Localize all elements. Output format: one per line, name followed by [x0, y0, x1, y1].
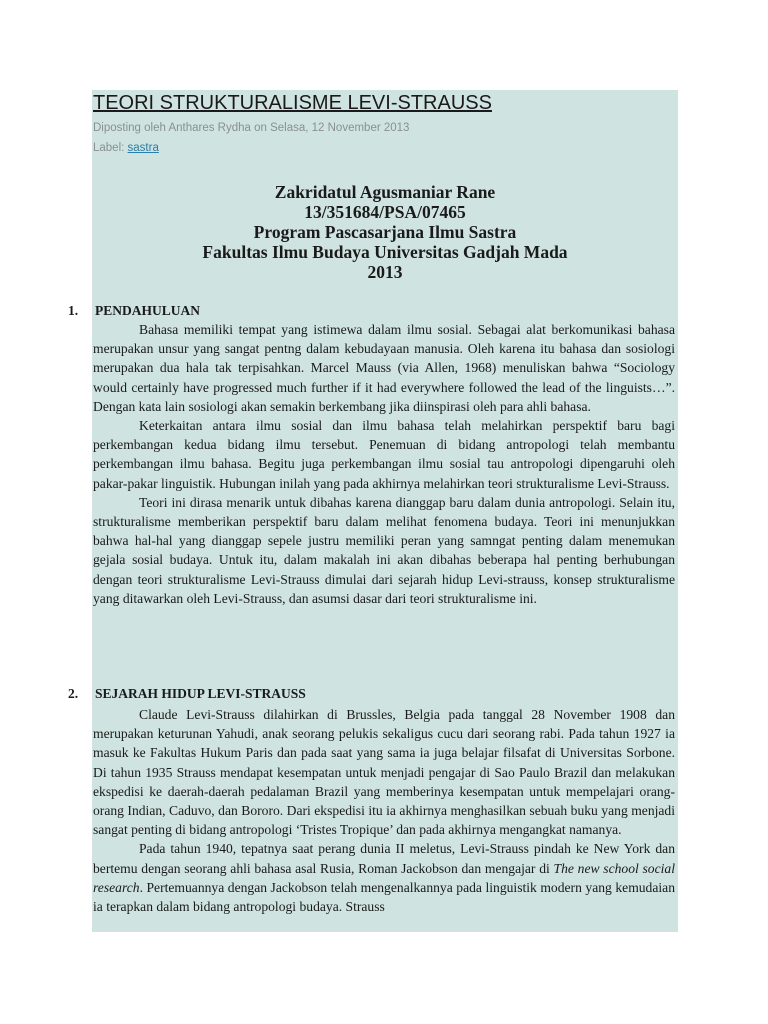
italic-title: The new school social research — [93, 860, 675, 895]
program-name: Program Pascasarjana Ilmu Sastra — [253, 222, 517, 242]
section-number: 2. — [68, 686, 79, 701]
paragraph — [93, 839, 675, 916]
section-heading-sejarah — [68, 686, 306, 702]
student-id: 13/351684/PSA/07465 — [304, 202, 466, 222]
paragraph: Keterkaitan antara ilmu sosial dan ilmu bahasa telah melahirkan perspektif baru bagi perkembangan kedua bidang ilmu tersebut. Penemuan di bidang antropologi telah membantu perkembangan ilmu bahasa. Begitu juga perkembangan ilmu sosial tau antropologi dipengaruhi oleh pakar-pakar linguistik. Hubungan inilah yang pada akhirnya melahirkan teori strukturalisme Levi-Strauss. — [93, 418, 675, 491]
section-title: SEJARAH HIDUP LEVI-STRAUSS — [95, 686, 306, 701]
paragraph: Teori ini dirasa menarik untuk dibahas karena dianggap baru dalam dunia antropologi. Selain itu, strukturalisme memberikan perspektif baru dalam melihat fenomena budaya. Teori ini menunjukkan bahwa hal-hal yang dianggap sepele justru memiliki peran yang samngat penting dalam menemukan gejala sosial budaya. Untuk itu, dalam makalah ini akan dibahas beberapa hal penting berhubungan dengan teori strukturalisme Levi-Strauss dimulai dari sejarah hidup Levi-strauss, konsep strukturalisme yang ditawarkan oleh Levi-Strauss, dan asumsi dasar dari teori strukturalisme ini. — [93, 494, 675, 606]
post-label-row — [93, 142, 159, 154]
paragraph-text: . Pertemuannya dengan Jackobson telah mengenalkannya pada linguistik modern yang kemudaian ia terapkan dalam bidang antropologi budaya. Strauss — [93, 879, 675, 915]
paragraph: Claude Levi-Strauss dilahirkan di Brussles, Belgia pada tanggal 28 November 1908 dan merupakan keturunan Yahudi, anak seorang pelukis sekaligus cucu dari seorang rabi. Pada tahun 1927 ia masuk ke Fakultas Hukum Paris dan pada saat yang sama ia juga belajar filsafat di Universitas Sorbone. Di tahun 1935 Strauss mendapat kesempatan untuk menjadi pengajar di Sao Paulo Brazil dan melakukan ekspedisi ke daerah-daerah pedalaman Brazil yang memberinya kesempatan untuk mempelajari orang-orang Indian, Caduvo, dan Bororo. Dari ekspedisi itu ia akhirnya menghasilkan sebuah buku yang menjadi sangat penting di bidang antropologi ‘Tristes Tropique’ dan pada akhirnya mengangkat namanya. — [93, 707, 675, 838]
post-title[interactable]: TEORI STRUKTURALISME LEVI-STRAUSS — [93, 92, 492, 114]
year: 2013 — [367, 262, 403, 282]
paragraph-text: Pada tahun 1940, tepatnya saat perang dunia II meletus, Levi-Strauss pindah ke New York dan bertemu dengan seorang ahli bahasa asal Rusia, Roman Jackobson dan mengajar di — [93, 841, 675, 876]
author-name: Zakridatul Agusmaniar Rane — [274, 182, 496, 202]
paragraph: Bahasa memiliki tempat yang istimewa dalam ilmu sosial. Sebagai alat berkomunikasi bahasa merupakan unsur yang sangat pentng dalam kebudayaan manusia. Oleh karena itu bahasa dan sosiologi merupakan dua hala tak terpisahkan. Marcel Mauss (via Allen, 1968) menuliskan bahwa “Sociology would certainly have progressed much further if it had everywhere followed the lead of the linguists…”. Dengan kata lain sosiologi akan semakin berkembang jika diinspirasi oleh para ahli bahasa. — [93, 322, 675, 414]
section-title: PENDAHULUAN — [95, 303, 201, 318]
section-body-sejarah — [93, 705, 675, 916]
section-heading-pendahuluan — [68, 303, 200, 319]
document-header — [92, 182, 678, 282]
label-link-sastra[interactable]: sastra — [127, 142, 159, 154]
post-meta: Diposting oleh Anthares Rydha on Selasa, 12 November 2013 — [93, 122, 410, 134]
section-body-pendahuluan — [93, 320, 675, 608]
section-number: 1. — [68, 303, 79, 318]
label-prefix: Label: — [93, 142, 128, 154]
faculty-name: Fakultas Ilmu Budaya Universitas Gadjah Mada — [202, 242, 568, 262]
